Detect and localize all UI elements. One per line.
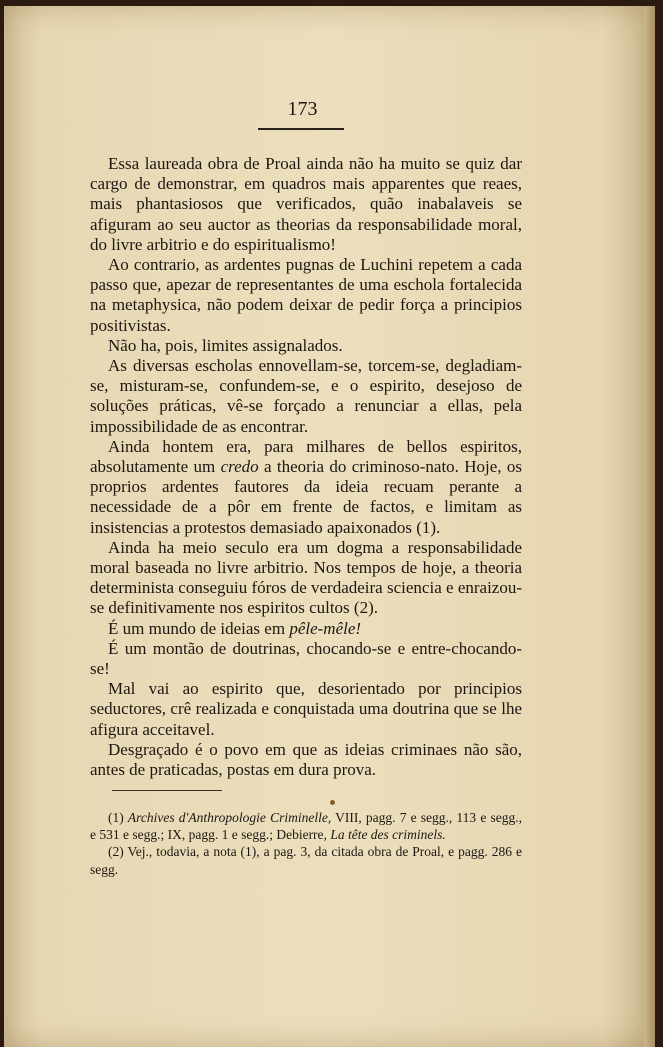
paragraph-text: É um mundo de ideias em (108, 618, 290, 638)
paragraph: Não ha, pois, limites assignalados. (108, 335, 343, 355)
paragraph (90, 437, 522, 538)
book-title: La tête des criminels. (330, 827, 446, 843)
footnote-text: VIII, pagg. 7 e segg., 113 e segg., e 531 e segg.; IX, pagg. 1 e segg.; Debierre, (90, 810, 522, 843)
footnote-1 (90, 809, 522, 843)
footnote-rule (112, 790, 222, 791)
book-page (4, 6, 655, 1047)
footnote-2: (2) Vej., todavia, a nota (1), a pag. 3, da citada obra de Proal, e pagg. 286 e segg. (90, 844, 522, 877)
page-fold-edge (644, 6, 655, 1047)
paragraph: As diversas escholas ennovellam-se, torcem-se, degladiam-se, misturam-se, confundem-se, e o espirito, desejoso de soluções práticas, vê-se forçado a renunciar a ellas, pela impossibilidade de as encontrar. (90, 356, 522, 436)
paragraph: É um montão de doutrinas, chocando-se e entre-chocando-se! (90, 638, 522, 679)
paragraph: Ainda ha meio seculo era um dogma a responsabilidade moral baseada no livre arbitrio. Nos tempos de hoje, a theoria determinista conseguiu fóros de verdadeira sciencia e enraizou-se definitivamente nos espiritos cultos (2). (90, 537, 522, 618)
journal-title: Archives d'Anthropologie Criminelle, (127, 810, 332, 825)
header-rule (258, 128, 344, 130)
italic-term: credo (220, 457, 259, 477)
ink-spot (330, 800, 335, 805)
paragraph: Mal vai ao espirito que, desorientado por principios seductores, crê realizada e conquistada uma doutrina que se lhe afigura acceitavel. (90, 679, 522, 739)
page-number: 173 (287, 98, 318, 120)
paragraph: Ao contrario, as ardentes pugnas de Luchini repetem a cada passo que, apezar de representantes de uma eschola fortalecida na metaphysica, não podem deixar de pedir força a principios positivistas. (90, 255, 522, 335)
paragraph-text: a theoria do criminoso-nato. Hoje, os proprios ardentes fautores da ideia recuam perante a necessidade de a pôr em frente de factos, e limitam as insistencias a protestos demasiado apaixonados (1). (90, 457, 523, 537)
footnotes (90, 809, 522, 878)
paragraph: Essa laureada obra de Proal ainda não ha muito se quiz dar cargo de demonstrar, em quadros mais apparentes que reaes, mais phantasiosos que verificados, quão inabalaveis se afiguram ao seu auctor as theorias da responsabilidade moral, do livre arbitrio e do espiritualismo! (90, 154, 522, 254)
main-text (90, 154, 522, 780)
footnote-marker: (1) (108, 810, 128, 825)
paragraph (90, 619, 522, 639)
paragraph-text: Ainda hontem era, para milhares de bellos espiritos, absolutamente um (90, 436, 522, 477)
paragraph: Desgraçado é o povo em que as ideias criminaes não são, antes de praticadas, postas em dura prova. (90, 739, 522, 780)
italic-term: pêle-mêle! (289, 618, 362, 638)
